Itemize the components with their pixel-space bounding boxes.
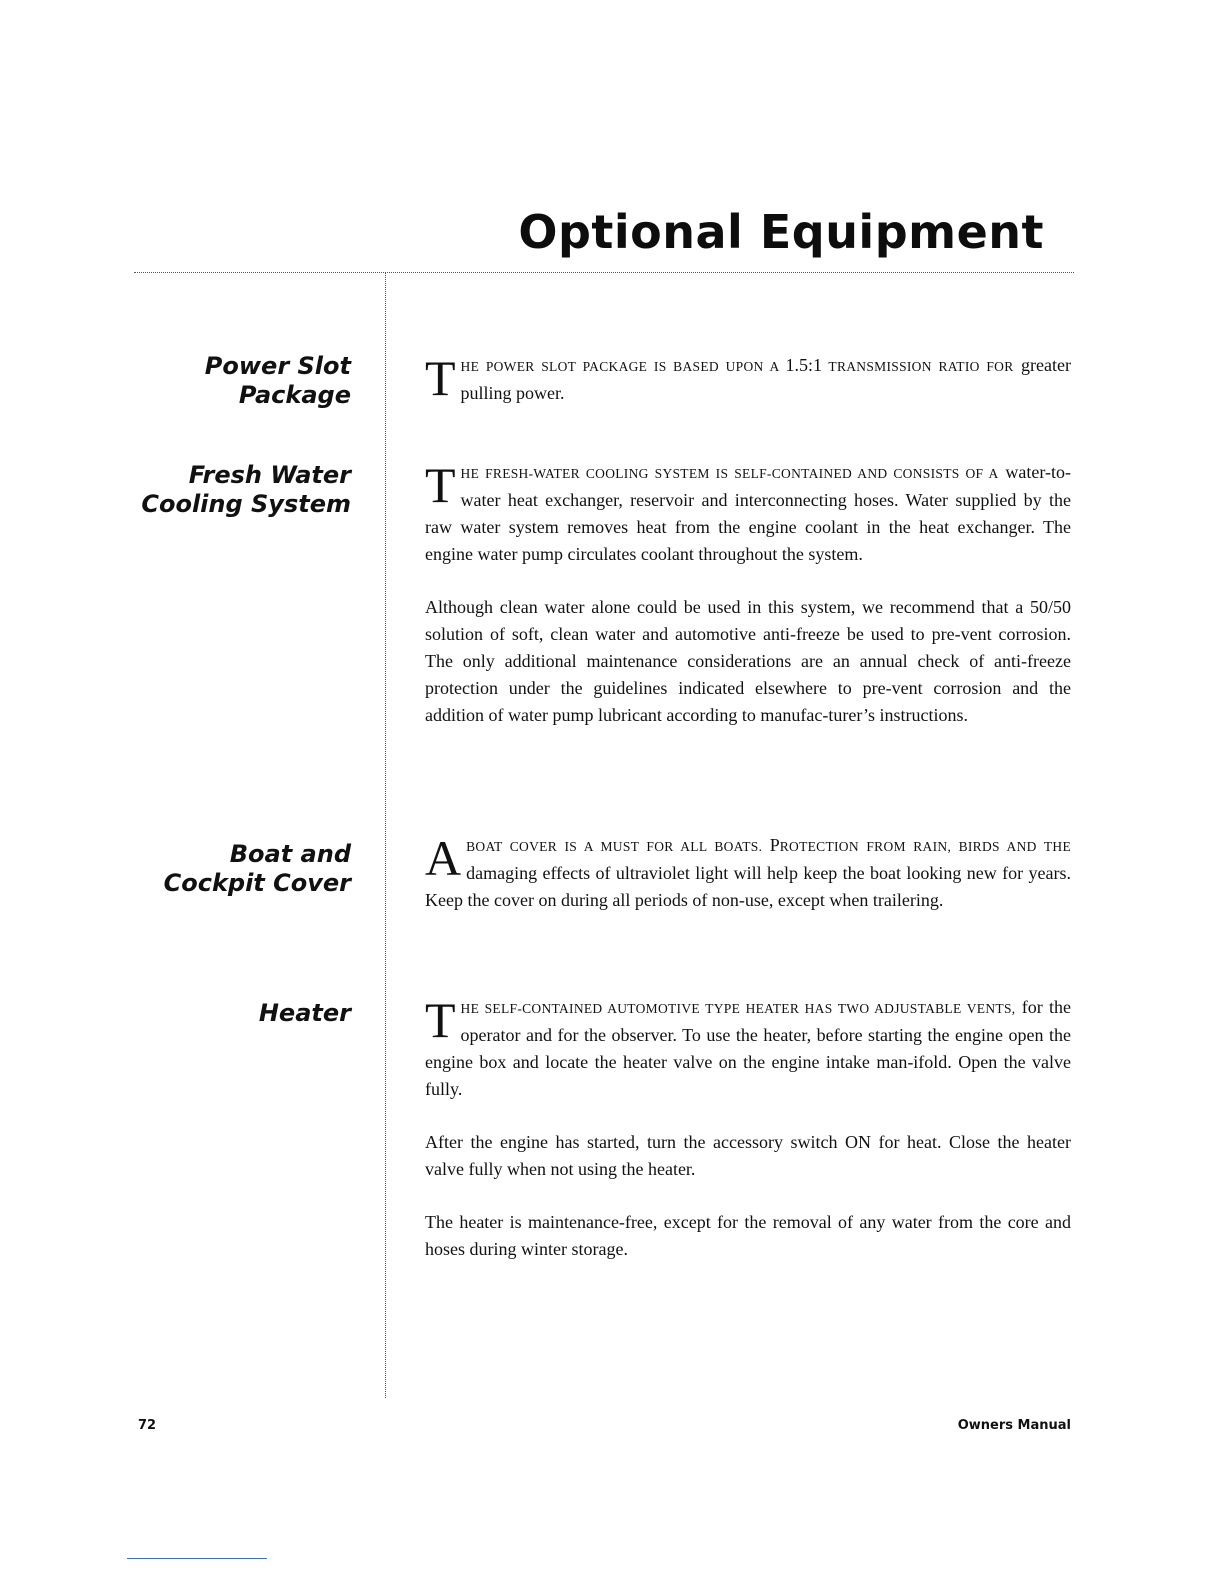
page-title: Optional Equipment — [518, 205, 1044, 259]
body-paragraph: The heater is maintenance-free, except for the removal of any water from the core and hoses during winter storage. — [425, 1212, 1071, 1259]
lead-paragraph: THE POWER SLOT PACKAGE IS BASED UPON A 1.5:1 TRANSMISSION RATIO FOR greater pulling power. — [425, 350, 1071, 406]
footnote-rule — [127, 1558, 267, 1559]
section-boat-cover — [425, 832, 1071, 940]
body-paragraph: After the engine has started, turn the accessory switch ON for heat. Close the heater valve fully when not using the heater. — [425, 1132, 1071, 1179]
sidebar-heading-heater: Heater — [258, 999, 351, 1027]
section-fresh-water — [425, 459, 1071, 755]
drop-cap: T — [425, 992, 456, 1048]
section-heater — [425, 994, 1071, 1289]
section-power-slot — [425, 352, 1071, 433]
vertical-divider — [385, 272, 386, 1398]
lead-paragraph: A BOAT COVER IS A MUST FOR ALL BOATS. PROTECTION FROM RAIN, BIRDS AND THE damaging effects of ultraviolet light will help keep the boat looking new for years. Keep the cover on during all periods of non-use, except when trailering. — [425, 830, 1072, 910]
horizontal-divider — [134, 272, 1074, 273]
sidebar-heading-power-slot: Power Slot Package — [204, 352, 351, 409]
sidebar-heading-fresh-water: Fresh Water Cooling System — [141, 461, 351, 518]
drop-cap: T — [425, 350, 456, 406]
lead-paragraph: THE SELF-CONTAINED AUTOMOTIVE TYPE HEATER HAS TWO ADJUSTABLE VENTS, for the operator and for the observer. To use the heater, before starting the engine open the engine box and locate the heater valve on the engine intake man-ifold. Open the valve fully. — [425, 992, 1071, 1099]
drop-cap: T — [425, 457, 456, 513]
drop-cap: A — [425, 830, 462, 886]
page-number: 72 — [138, 1418, 157, 1433]
lead-paragraph: THE FRESH-WATER COOLING SYSTEM IS SELF-CONTAINED AND CONSISTS OF A water-to-water heat exchanger, reservoir and interconnecting hoses. Water supplied by the raw water system removes heat from the engine coolant in the heat exchanger. The engine water pump circulates coolant throughout the system. — [425, 457, 1071, 564]
sidebar-heading-boat-cover: Boat and Cockpit Cover — [163, 840, 351, 897]
body-paragraph: Although clean water alone could be used in this system, we recommend that a 50/50 solution of soft, clean water and automotive anti-freeze be used to pre-vent corrosion. The only additional maintenance considerations are an annual check of anti-freeze protection under the guidelines indicated elsewhere to pre-vent corrosion and the addition of water pump lubricant according to manufac-turer’s instructions. — [425, 597, 1071, 725]
footer-title: Owners Manual — [957, 1418, 1071, 1433]
